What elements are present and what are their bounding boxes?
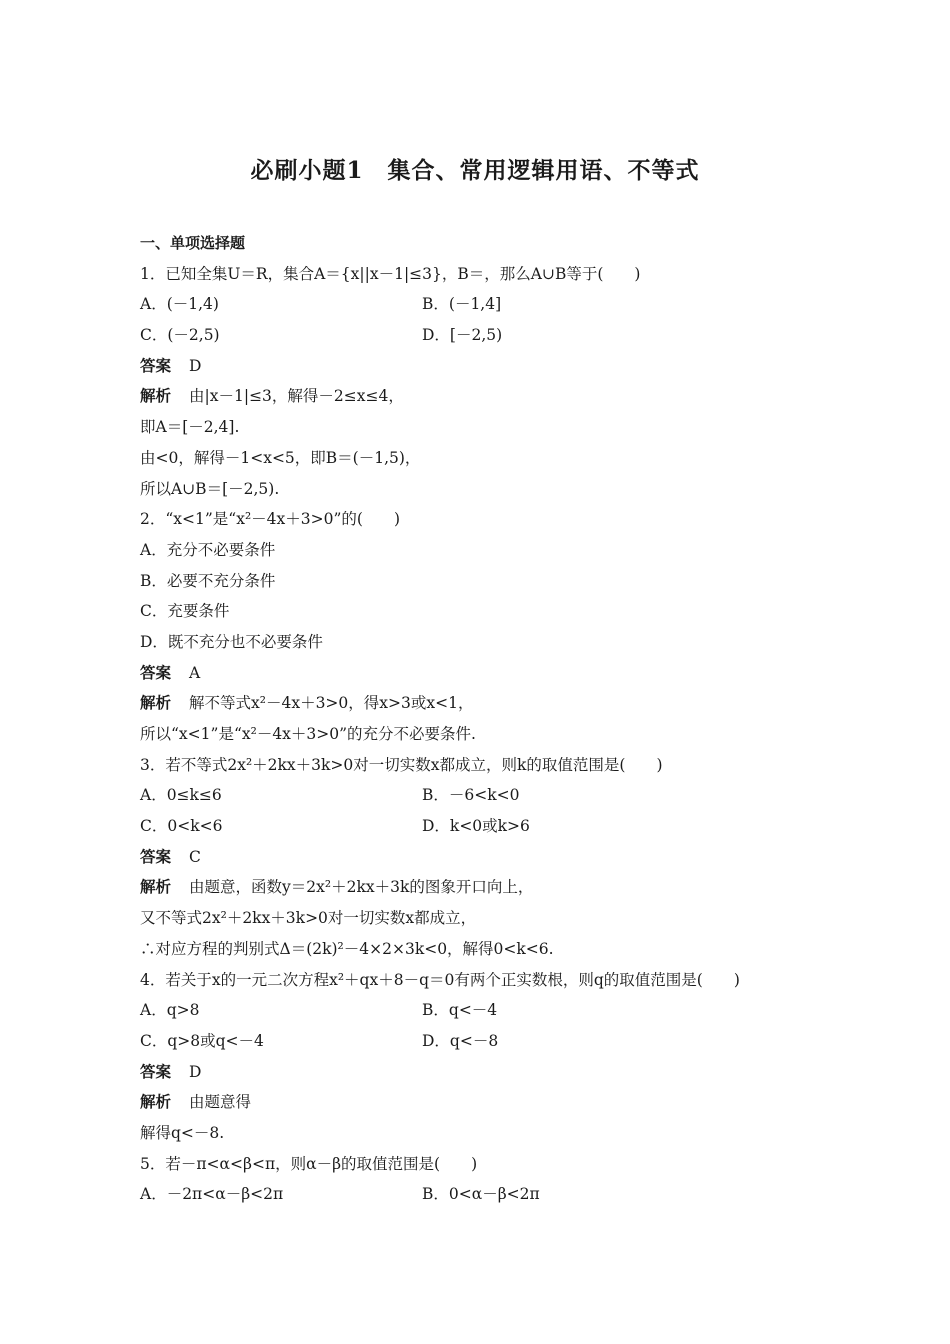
question-2-analysis-line-2: 所以“x<1”是“x²－4x＋3>0”的充分不必要条件. xyxy=(140,725,476,743)
answer-value: A xyxy=(189,663,201,682)
question-3-option-b: B．－6<k<0 xyxy=(422,786,520,805)
question-1-options-row-1 xyxy=(140,289,830,320)
analysis-text: 由题意得 xyxy=(189,1093,252,1112)
question-1-option-d: D．[－2,5) xyxy=(422,326,503,345)
question-1-analysis-line-4: 所以A∪B＝[－2,5). xyxy=(140,479,280,498)
question-2-stem: 2．“x<1”是“x²－4x＋3>0”的( ) xyxy=(140,510,401,529)
analysis-label: 解析 xyxy=(140,693,172,713)
question-1-option-c: C．(－2,5) xyxy=(140,326,220,345)
section-heading: 一、单项选择题 xyxy=(140,234,246,252)
question-2-option-d: D．既不充分也不必要条件 xyxy=(140,632,323,651)
question-4-options-row-1 xyxy=(140,995,830,1026)
document-body xyxy=(140,228,830,1210)
question-5-stem: 5．若－π<α<β<π，则α－β的取值范围是( ) xyxy=(140,1154,478,1173)
question-4-analysis-line-2: 解得q<－8. xyxy=(140,1123,225,1142)
question-4-option-b: B．q<－4 xyxy=(422,1001,498,1020)
analysis-label: 解析 xyxy=(140,877,172,897)
question-3-options-row-2 xyxy=(140,811,830,842)
question-3-option-c: C．0<k<6 xyxy=(140,817,223,836)
question-3-option-d: D．k<0或k>6 xyxy=(422,817,530,836)
question-3-analysis-line-2: 又不等式2x²＋2kx＋3k>0对一切实数x都成立， xyxy=(140,909,477,928)
answer-label: 答案 xyxy=(140,662,172,682)
question-4-option-d: D．q<－8 xyxy=(422,1031,499,1050)
question-1-options-row-2 xyxy=(140,320,830,351)
analysis-label: 解析 xyxy=(140,386,172,406)
question-1-option-a: A．(－1,4) xyxy=(140,295,219,314)
answer-label: 答案 xyxy=(140,846,172,866)
answer-value: D xyxy=(189,356,202,375)
question-5-option-a: A．－2π<α－β<2π xyxy=(140,1185,284,1204)
question-1-option-b: B．(－1,4] xyxy=(422,295,502,314)
question-4-analysis-line-1 xyxy=(140,1087,830,1118)
question-1-analysis-line-1 xyxy=(140,381,830,412)
question-1-stem: 1．已知全集U＝R，集合A＝{x||x－1|≤3}，B＝，那么A∪B等于( ) xyxy=(140,264,641,283)
question-4-answer xyxy=(140,1057,830,1088)
question-2-answer xyxy=(140,658,830,689)
question-4-options-row-2 xyxy=(140,1026,830,1057)
question-1-analysis-line-2: 即A＝[－2,4]. xyxy=(140,418,240,437)
question-4-stem: 4．若关于x的一元二次方程x²＋qx＋8－q＝0有两个正实数根，则q的取值范围是( ) xyxy=(140,970,740,989)
question-3-stem: 3．若不等式2x²＋2kx＋3k>0对一切实数x都成立，则k的取值范围是( ) xyxy=(140,755,663,774)
answer-value: C xyxy=(189,847,201,866)
question-3-answer xyxy=(140,842,830,873)
question-2-option-a: A．充分不必要条件 xyxy=(140,540,276,559)
question-1-analysis-line-3: 由<0，解得－1<x<5，即B＝(－1,5)， xyxy=(140,448,421,467)
question-3-options-row-1 xyxy=(140,780,830,811)
answer-value: D xyxy=(189,1062,202,1081)
question-3-analysis-line-3: ∴对应方程的判别式Δ＝(2k)²－4×2×3k<0，解得0<k<6. xyxy=(140,939,554,958)
analysis-text: 由|x－1|≤3，解得－2≤x≤4， xyxy=(189,387,404,406)
question-4-option-c: C．q>8或q<－4 xyxy=(140,1031,264,1050)
answer-label: 答案 xyxy=(140,1061,172,1081)
answer-label: 答案 xyxy=(140,355,172,375)
analysis-label: 解析 xyxy=(140,1092,172,1112)
question-2-option-c: C．充要条件 xyxy=(140,602,230,621)
question-2-option-b: B．必要不充分条件 xyxy=(140,571,276,590)
question-5-options-row-1 xyxy=(140,1179,830,1210)
page-title: 必刷小题1 集合、常用逻辑用语、不等式 xyxy=(250,157,700,184)
question-5-option-b: B．0<α－β<2π xyxy=(422,1185,540,1204)
question-2-analysis-line-1 xyxy=(140,688,830,719)
question-3-analysis-line-1 xyxy=(140,872,830,903)
question-1-answer xyxy=(140,351,830,382)
analysis-text: 由题意，函数y＝2x²＋2kx＋3k的图象开口向上， xyxy=(189,878,534,897)
question-3-option-a: A．0≤k≤6 xyxy=(140,786,222,805)
question-4-option-a: A．q>8 xyxy=(140,1001,200,1020)
analysis-text: 解不等式x²－4x＋3>0，得x>3或x<1， xyxy=(189,694,474,713)
